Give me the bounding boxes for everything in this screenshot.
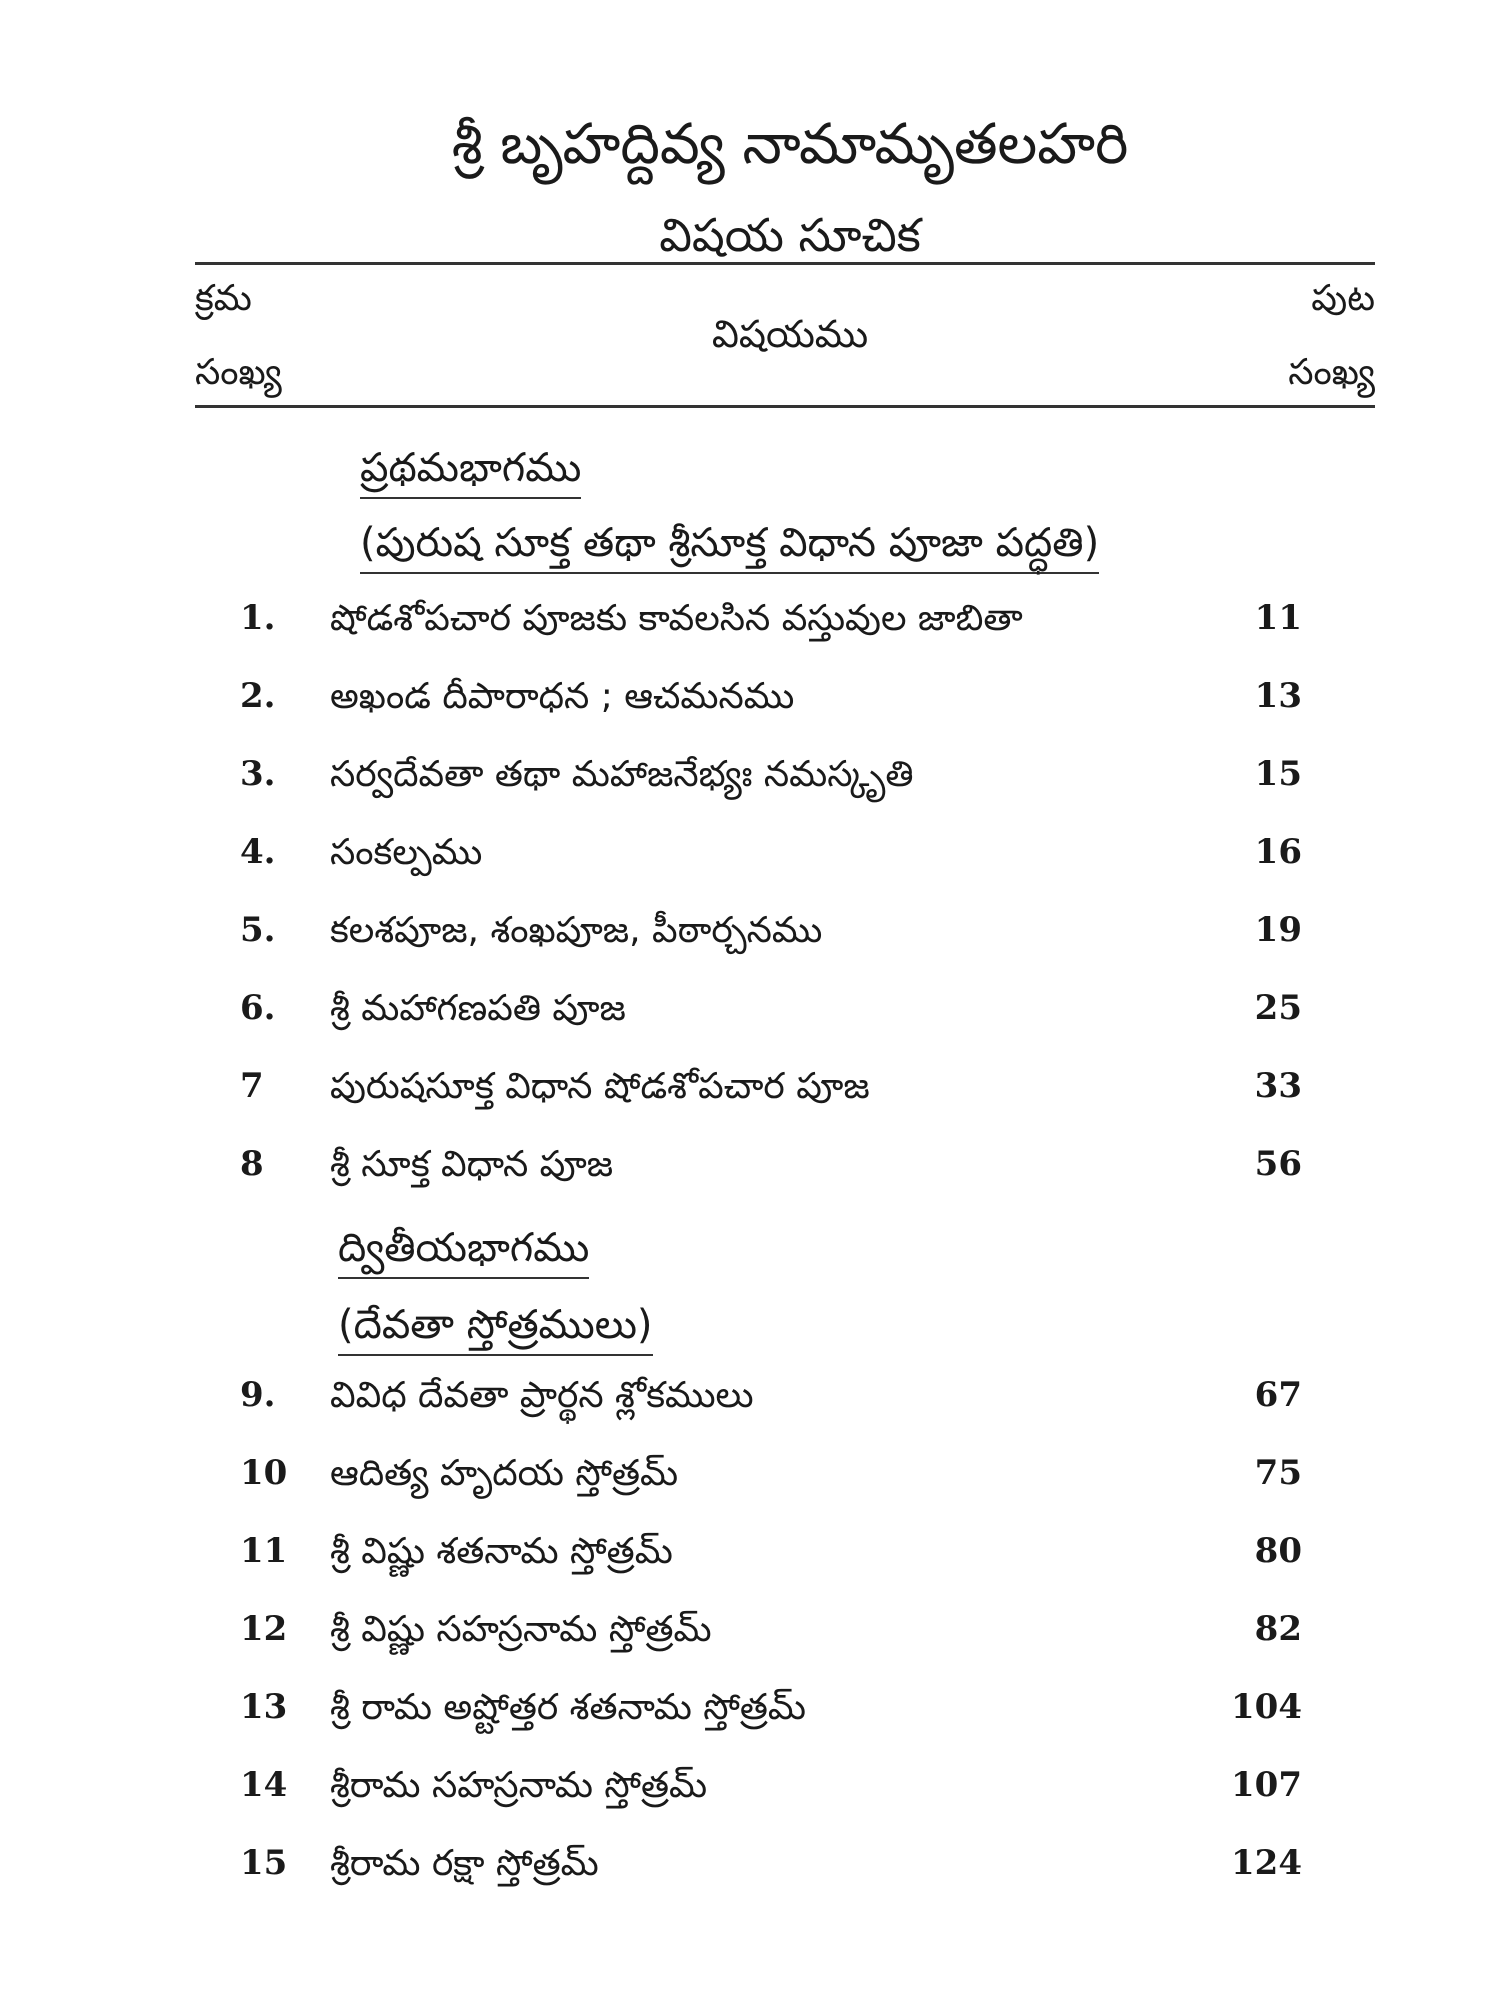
toc-entry-number: 12 bbox=[240, 1609, 288, 1649]
toc-entry-title: వివిధ దేవతా ప్రార్థన శ్లోకములు bbox=[330, 1375, 754, 1416]
toc-entry-title: సంకల్పము bbox=[330, 832, 483, 873]
header-subject-label: విషయము bbox=[711, 312, 869, 356]
toc-entry-title: షోడశోపచార పూజకు కావలసిన వస్తువుల జాబితా bbox=[330, 598, 1023, 639]
header-top-rule bbox=[195, 262, 1375, 265]
toc-entry-page: 16 bbox=[1254, 832, 1302, 872]
toc-entry-page: 25 bbox=[1254, 988, 1302, 1028]
toc-entry-page: 104 bbox=[1231, 1687, 1302, 1727]
toc-entry-title: పురుషసూక్త విధాన షోడశోపచార పూజ bbox=[330, 1066, 870, 1107]
toc-entry-title: శ్రీ సూక్త విధాన పూజ bbox=[330, 1144, 614, 1185]
toc-entry-page: 107 bbox=[1231, 1765, 1302, 1805]
toc-entry-title: సర్వదేవతా తథా మహాజనేభ్యః నమస్కృతి bbox=[330, 754, 914, 795]
toc-entry-number: 14 bbox=[240, 1765, 288, 1805]
part1-subheading: (పురుష సూక్త తథా శ్రీసూక్త విధాన పూజా పద్ధతి) bbox=[360, 520, 1099, 576]
toc-entry-page: 11 bbox=[1254, 598, 1302, 638]
toc-entry-title: శ్రీ మహాగణపతి పూజ bbox=[330, 988, 626, 1029]
page-title: శ్రీ బృహద్దివ్య నామామృతలహరి bbox=[451, 112, 1129, 177]
toc-entry-page: 19 bbox=[1254, 910, 1302, 950]
toc-entry-page: 80 bbox=[1254, 1531, 1302, 1571]
toc-entry-page: 15 bbox=[1254, 754, 1302, 794]
part2-heading: ద్వితీయభాగము bbox=[338, 1225, 589, 1281]
header-page-label-line1: పుట bbox=[1311, 278, 1375, 319]
toc-entry-number: 13 bbox=[240, 1687, 288, 1727]
header-serial-label-line2: సంఖ్య bbox=[195, 352, 282, 393]
header-bottom-rule bbox=[195, 405, 1375, 408]
toc-entry-number: 8 bbox=[240, 1144, 264, 1184]
toc-entry-number: 15 bbox=[240, 1843, 288, 1883]
toc-entry-number: 10 bbox=[240, 1453, 288, 1493]
toc-entry-title: శ్రీరామ రక్షా స్తోత్రమ్ bbox=[330, 1843, 599, 1884]
toc-entry-number: 3. bbox=[240, 754, 276, 794]
toc-entry-number: 4. bbox=[240, 832, 276, 872]
toc-entry-number: 1. bbox=[240, 598, 276, 638]
toc-entry-page: 56 bbox=[1254, 1144, 1302, 1184]
toc-entry-page: 13 bbox=[1254, 676, 1302, 716]
header-serial-label-line1: క్రమ bbox=[195, 278, 252, 319]
toc-entry-number: 11 bbox=[240, 1531, 288, 1571]
toc-entry-page: 124 bbox=[1231, 1843, 1302, 1883]
toc-entry-title: శ్రీ విష్ణు శతనామ స్తోత్రమ్ bbox=[330, 1531, 673, 1572]
toc-entry-title: శ్రీ రామ అష్టోత్తర శతనామ స్తోత్రమ్ bbox=[330, 1687, 807, 1728]
part1-heading: ప్రథమభాగము bbox=[360, 445, 581, 501]
toc-entry-title: శ్రీరామ సహస్రనామ స్తోత్రమ్ bbox=[330, 1765, 708, 1806]
toc-entry-number: 6. bbox=[240, 988, 276, 1028]
toc-entry-page: 75 bbox=[1254, 1453, 1302, 1493]
toc-entry-title: అఖండ దీపారాధన ; ఆచమనము bbox=[330, 676, 795, 717]
toc-entry-title: శ్రీ విష్ణు సహస్రనామ స్తోత్రమ్ bbox=[330, 1609, 712, 1650]
page-subtitle: విషయ సూచిక bbox=[659, 208, 921, 262]
toc-entry-number: 2. bbox=[240, 676, 276, 716]
part2-subheading: (దేవతా స్తోత్రములు) bbox=[338, 1302, 653, 1358]
toc-entry-page: 67 bbox=[1254, 1375, 1302, 1415]
header-page-label-line2: సంఖ్య bbox=[1288, 352, 1375, 393]
toc-entry-number: 9. bbox=[240, 1375, 276, 1415]
toc-entry-page: 33 bbox=[1254, 1066, 1302, 1106]
toc-entry-page: 82 bbox=[1254, 1609, 1302, 1649]
toc-entry-number: 7 bbox=[240, 1066, 264, 1106]
toc-entry-title: కలశపూజ, శంఖపూజ, పీఠార్చనము bbox=[330, 910, 823, 951]
toc-entry-number: 5. bbox=[240, 910, 276, 950]
toc-entry-title: ఆదిత్య హృదయ స్తోత్రమ్ bbox=[330, 1453, 679, 1494]
